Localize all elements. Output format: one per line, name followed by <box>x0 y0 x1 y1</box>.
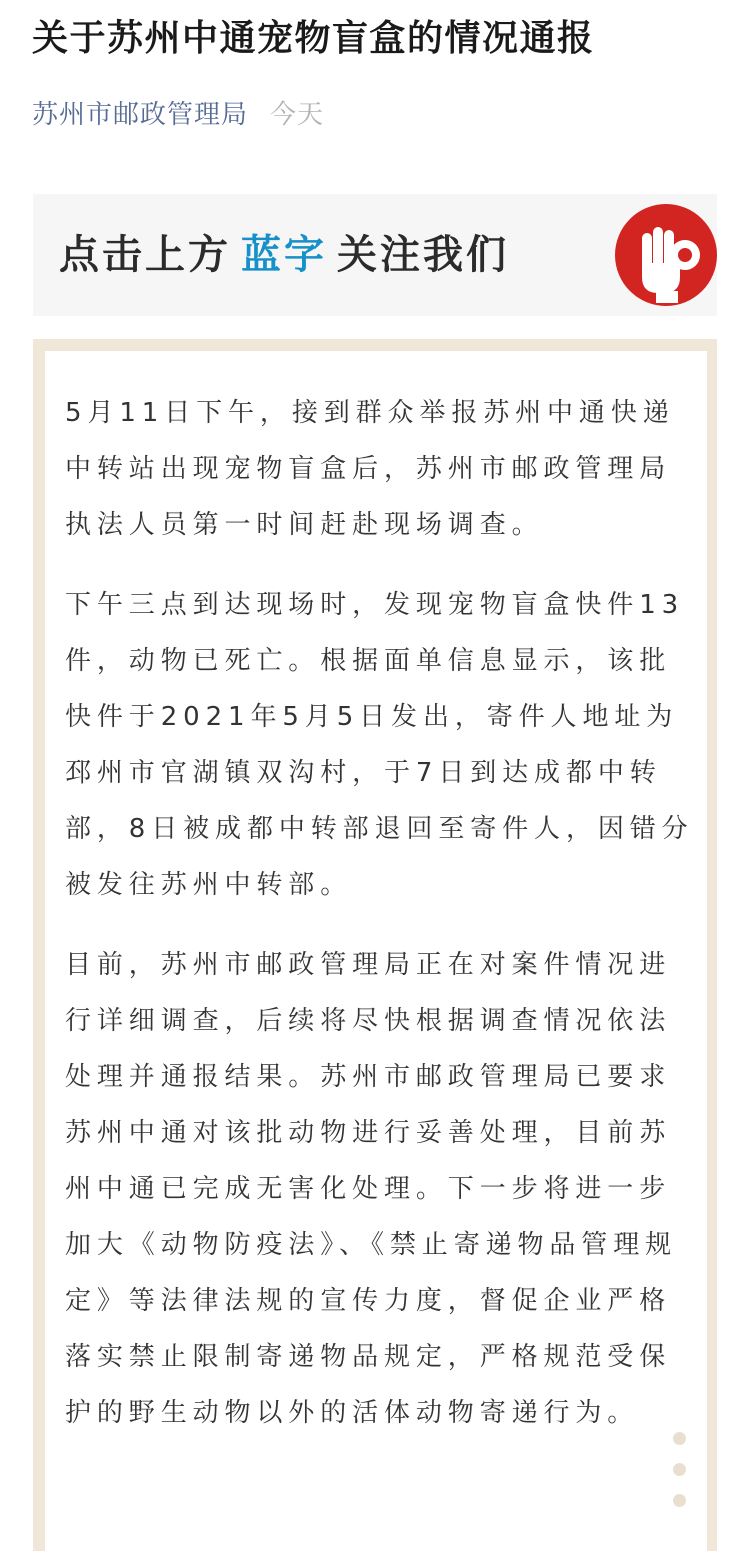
paragraph-1: 5月11日下午，接到群众举报苏州中通快递中转站出现宠物盲盒后，苏州市邮政管理局执法人员第一时间赶赴现场调查。 <box>65 398 675 540</box>
paragraph-3: 目前，苏州市邮政管理局正在对案件情况进行详细调查，后续将尽快根据调查情况依法处理并通报结果。苏州市邮政管理局已要求苏州中通对该批动物进行妥善处理，目前苏州中通已完成无害化处理。下一步将进一步加大《动物防疫法》、《禁止寄递物品管理规定》等法律法规的宣传力度，督促企业严格落实禁止限制寄递物品规定，严格规范受保护的野生动物以外的活体动物寄递行为。 <box>65 950 678 1428</box>
banner-text-before: 点击上方 <box>59 232 231 278</box>
banner-text-highlight: 蓝字 <box>241 232 327 278</box>
author-link[interactable]: 苏州市邮政管理局 <box>32 99 249 130</box>
follow-banner-text <box>59 230 509 280</box>
publish-date: 今天 <box>270 99 325 130</box>
dot-decoration <box>673 1432 686 1445</box>
article-title: 关于苏州中通宠物盲盒的情况通报 <box>32 18 595 59</box>
banner-text-after: 关注我们 <box>337 232 509 278</box>
content-frame <box>33 339 717 1551</box>
dot-decoration <box>673 1463 686 1476</box>
dot-decoration <box>673 1494 686 1507</box>
article-body <box>65 385 695 1465</box>
article-meta <box>32 92 324 132</box>
paragraph-2: 下午三点到达现场时，发现宠物盲盒快件13件，动物已死亡。根据面单信息显示，该批快件于2021年5月5日发出，寄件人地址为邳州市官湖镇双沟村，于7日到达成都中转部，8日被成都中转部退回至寄件人，因错分被发往苏州中转部。 <box>65 590 694 900</box>
follow-banner[interactable] <box>33 194 717 316</box>
decorative-dots <box>673 1432 687 1508</box>
ok-hand-icon <box>614 203 718 307</box>
content-card <box>45 351 707 1551</box>
